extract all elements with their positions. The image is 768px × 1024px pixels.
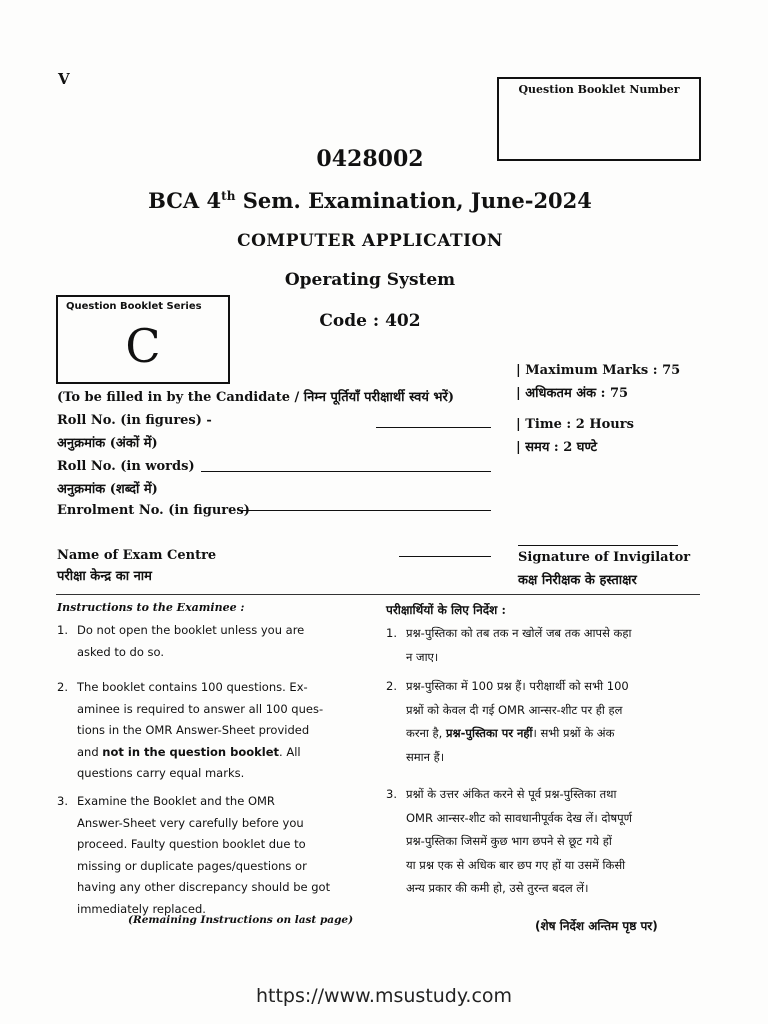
invigilator-signature-field[interactable] [518, 545, 678, 546]
instruction-line: proceed. Faulty question booklet due to [77, 837, 306, 851]
instruction-line: tions in the OMR Answer-Sheet provided [77, 723, 310, 737]
instruction-emphasis: प्रश्न-पुस्तिका पर नहीं [445, 726, 533, 740]
instruction-number: 2. [386, 679, 397, 693]
instruction-line: questions carry equal marks. [77, 766, 245, 780]
question-booklet-number-label: Question Booklet Number [518, 83, 680, 96]
instruction-number: 1. [386, 626, 397, 640]
roll-number-figures-label-hindi: अनुक्रमांक (अंकों में) [57, 436, 158, 451]
instruction-line: प्रश्न-पुस्तिका को तब तक न खोलें जब तक आपसे कहा [406, 626, 632, 640]
instruction-text: . All [279, 744, 301, 759]
roll-number-words-label: Roll No. (in words) [57, 459, 195, 474]
instruction-text: । सभी प्रश्नों के अंक [532, 726, 615, 740]
instruction-line: Do not open the booklet unless you are [77, 623, 305, 637]
exam-centre-field[interactable] [399, 556, 491, 557]
invigilator-signature-label: Signature of Invigilator [518, 550, 691, 565]
instruction-line: Examine the Booklet and the OMR [77, 794, 275, 808]
remaining-instructions-note: (Remaining Instructions on last page) [128, 914, 354, 926]
instruction-line: समान हैं। [406, 749, 445, 764]
instruction-emphasis: not in the question booklet [102, 744, 280, 759]
exam-centre-label: Name of Exam Centre [57, 548, 217, 563]
paper-name: Operating System [284, 270, 456, 290]
maximum-marks: | Maximum Marks : 75 [516, 363, 681, 378]
instruction-number: 2. [57, 680, 68, 694]
exam-centre-label-hindi: परीक्षा केन्द्र का नाम [57, 569, 152, 584]
instruction-line [406, 722, 706, 746]
roll-number-figures-field[interactable] [376, 427, 491, 428]
time-limit: | Time : 2 Hours [516, 417, 634, 432]
instruction-line: न जाए। [406, 649, 439, 664]
roll-number-words-label-hindi: अनुक्रमांक (शब्दों में) [57, 482, 158, 497]
instruction-line: प्रश्नों के उत्तर अंकित करने से पूर्व प्रश्न-पुस्तिका तथा [406, 787, 617, 801]
instruction-line: aminee is required to answer all 100 ques- [77, 701, 324, 716]
instruction-line: OMR आन्सर-शीट को सावधानीपूर्वक देख लें। दोषपूर्ण [406, 810, 632, 825]
instruction-number: 3. [386, 787, 397, 801]
instruction-number: 1. [57, 623, 68, 637]
time-limit-hindi: | समय : 2 घण्टे [516, 440, 598, 455]
candidate-fill-note: (To be filled in by the Candidate / निम्न पूर्तियाँ परीक्षार्थी स्वयं भरें) [57, 390, 455, 405]
maximum-marks-hindi: | अधिकतम अंक : 75 [516, 386, 629, 401]
instruction-line: प्रश्नों को केवल दी गई OMR आन्सर-शीट पर ही हल [406, 702, 623, 717]
instruction-number: 3. [57, 794, 68, 808]
paper-code-line: Code : 402 [319, 311, 421, 331]
instruction-line [77, 742, 362, 764]
corner-mark: V [58, 70, 70, 88]
enrolment-number-label: Enrolment No. (in figures) [57, 503, 250, 518]
subject-title: COMPUTER APPLICATION [237, 231, 503, 251]
instruction-line: प्रश्न-पुस्तिका में 100 प्रश्न हैं। परीक्षार्थी को सभी 100 [406, 679, 629, 693]
question-booklet-series-box [56, 295, 230, 384]
series-label: Question Booklet Series [66, 301, 202, 312]
roll-number-words-field[interactable] [201, 471, 491, 472]
instruction-line: प्रश्न-पुस्तिका जिसमें कुछ भाग छपने से छूट गये हों [406, 834, 612, 848]
exam-title-suffix: Sem. Examination, June-2024 [235, 188, 592, 213]
instruction-line: immediately replaced. [77, 901, 206, 916]
instruction-line: Answer-Sheet very carefully before you [77, 815, 304, 830]
series-letter: C [125, 319, 161, 373]
exam-title [0, 188, 740, 213]
roll-number-figures-label: Roll No. (in figures) - [57, 413, 212, 428]
exam-title-prefix: BCA 4 [148, 188, 222, 213]
instruction-text: करना है, [406, 726, 446, 740]
remaining-instructions-note-hindi: (शेष निर्देश अन्तिम पृष्ठ पर) [535, 919, 658, 933]
instructions-heading-hindi: परीक्षार्थियों के लिए निर्देश : [386, 603, 506, 617]
instruction-line: asked to do so. [77, 644, 164, 659]
section-divider [56, 594, 700, 595]
instructions-heading: Instructions to the Examinee : [57, 601, 245, 614]
exam-title-sup: th [221, 189, 236, 203]
paper-code: 0428002 [316, 146, 424, 172]
instruction-line: having any other discrepancy should be got [77, 880, 331, 894]
instruction-text: and [77, 744, 103, 759]
enrolment-number-field[interactable] [240, 510, 491, 511]
invigilator-signature-label-hindi: कक्ष निरीक्षक के हस्ताक्षर [518, 573, 637, 588]
instruction-line: The booklet contains 100 questions. Ex- [77, 680, 308, 694]
website-watermark: https://www.msustudy.com [255, 985, 513, 1007]
instruction-line: missing or duplicate pages/questions or [77, 858, 307, 873]
instruction-line: अन्य प्रकार की कमी हो, उसे तुरन्त बदल लें। [406, 881, 589, 895]
instruction-line: या प्रश्न एक से अधिक बार छप गए हों या उसमें किसी [406, 857, 626, 872]
